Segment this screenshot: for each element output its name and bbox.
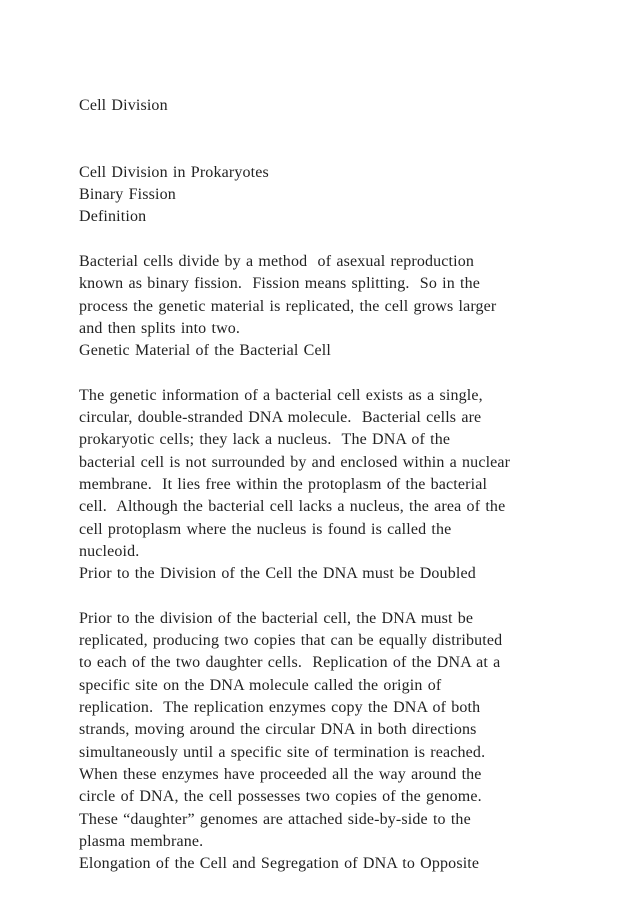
document-title: Cell Division — [79, 97, 168, 114]
paragraph-line: Prior to the division of the bacterial cell, the DNA must be — [79, 609, 474, 627]
paragraph-line: and then splits into two. — [79, 319, 241, 337]
paragraph-line: membrane. It lies free within the protoplasm of the bacterial — [79, 476, 488, 494]
paragraph-line: replicated, producing two copies that can be equally distributed — [79, 632, 503, 650]
paragraph-line: specific site on the DNA molecule called the origin of — [79, 676, 442, 694]
paragraph-line: process the genetic material is replicated, the cell grows larger — [79, 297, 497, 315]
paragraph-line: strands, moving around the circular DNA in both directions — [79, 721, 477, 739]
section-heading: Elongation of the Cell and Segregation of DNA to Opposite — [79, 855, 480, 873]
spacer — [79, 363, 579, 385]
subsection-heading: Definition — [79, 208, 147, 226]
section-heading: Genetic Material of the Bacterial Cell — [79, 342, 331, 360]
paragraph-line: prokaryotic cells; they lack a nucleus. The DNA of the — [79, 431, 451, 449]
paragraph-line: replication. The replication enzymes copy the DNA of both — [79, 699, 481, 717]
section-heading: Prior to the Division of the Cell the DNA must be Doubled — [79, 565, 476, 583]
paragraph-line: When these enzymes have proceeded all the way around the — [79, 765, 482, 783]
spacer — [79, 117, 579, 162]
paragraph-line: cell protoplasm where the nucleus is found is called the — [79, 520, 452, 538]
paragraph-line: bacterial cell is not surrounded by and enclosed within a nuclear — [79, 453, 511, 471]
paragraph-line: nucleoid. — [79, 542, 140, 560]
paragraph-line: cell. Although the bacterial cell lacks a nucleus, the area of the — [79, 498, 506, 516]
paragraph-line: circular, double-stranded DNA molecule. Bacterial cells are — [79, 409, 482, 427]
paragraph-line: These “daughter” genomes are attached side-by-side to the — [79, 810, 471, 828]
section-heading: Cell Division in Prokaryotes — [79, 163, 269, 181]
spacer — [79, 586, 579, 608]
paragraph-line: simultaneously until a specific site of termination is reached. — [79, 743, 486, 761]
paragraph-line: circle of DNA, the cell possesses two copies of the genome. — [79, 788, 482, 806]
spacer — [79, 229, 579, 251]
paragraph-line: plasma membrane. — [79, 832, 204, 850]
paragraph-line: The genetic information of a bacterial cell exists as a single, — [79, 386, 483, 404]
document-body — [79, 95, 579, 875]
subsection-heading: Binary Fission — [79, 186, 176, 204]
paragraph-line: Bacterial cells divide by a method of asexual reproduction — [79, 253, 475, 271]
paragraph-line: known as binary fission. Fission means splitting. So in the — [79, 275, 481, 293]
paragraph-line: to each of the two daughter cells. Replication of the DNA at a — [79, 654, 501, 672]
